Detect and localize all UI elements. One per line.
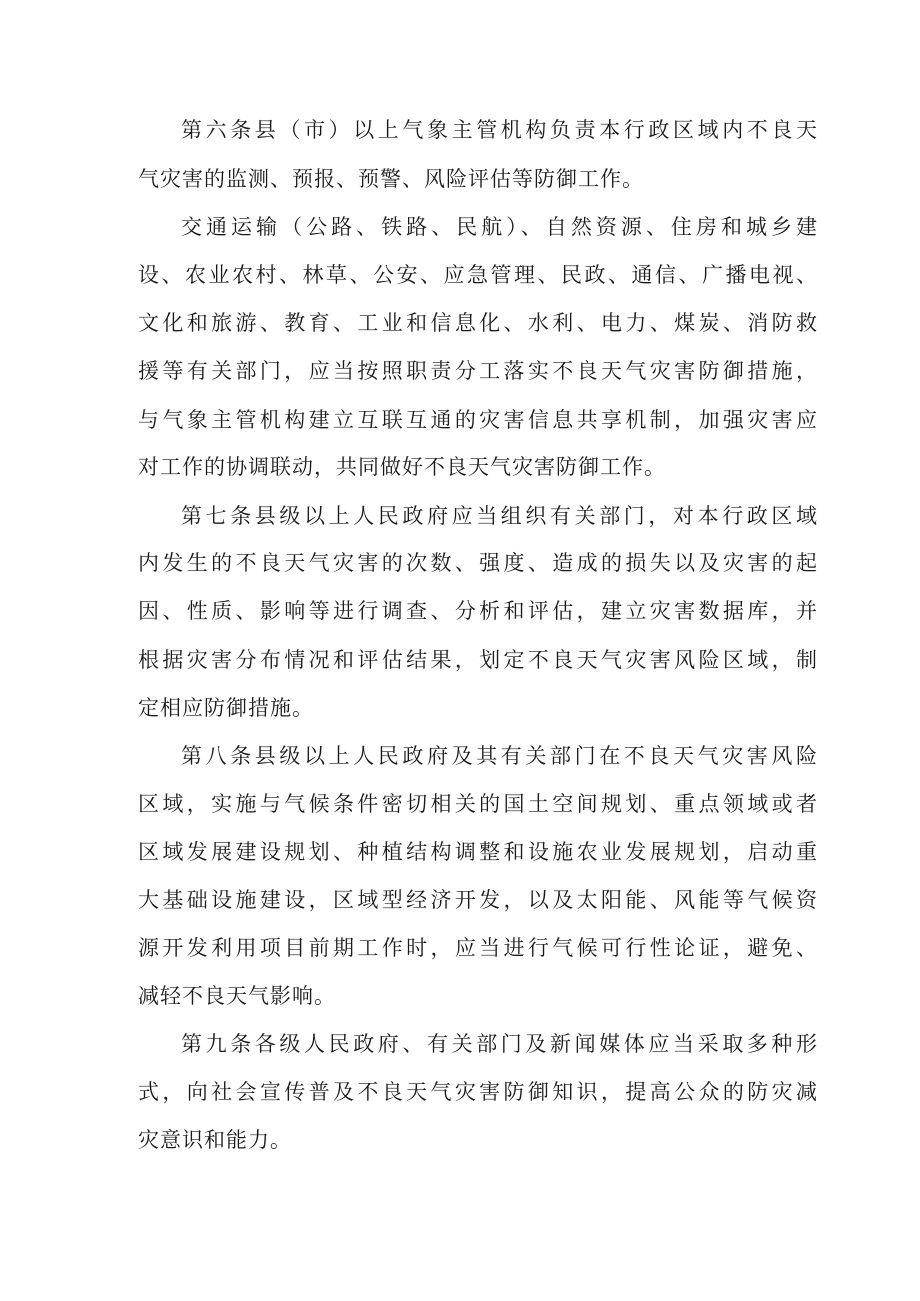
paragraph-4-line-3: 区域发展建设规划、种植结构调整和设施农业发展规划，启动重 [138,840,818,864]
paragraph-4-line-2: 区域，实施与气候条件密切相关的国土空间规划、重点领域或者 [138,792,818,816]
paragraph-4-line-6: 减轻不良天气影响。 [138,984,336,1008]
paragraph-2-line-1: 交通运输（公路、铁路、民航）、自然资源、住房和城乡建 [181,215,818,239]
paragraph-1-line-1: 第六条县（市）以上气象主管机构负责本行政区域内不良天 [181,118,818,142]
paragraph-5-line-2: 式，向社会宣传普及不良天气灾害防御知识，提高公众的防灾减 [138,1080,818,1104]
paragraph-5-line-3: 灾意识和能力。 [138,1128,292,1152]
paragraph-3-line-2: 内发生的不良天气灾害的次数、强度、造成的损失以及灾害的起 [138,551,818,575]
paragraph-3-line-3: 因、性质、影响等进行调查、分析和评估，建立灾害数据库，并 [138,599,818,623]
paragraph-2-line-6: 对工作的协调联动，共同做好不良天气灾害防御工作。 [138,455,666,479]
paragraph-3-line-1: 第七条县级以上人民政府应当组织有关部门，对本行政区域 [181,504,818,528]
paragraph-4-line-4: 大基础设施建设，区域型经济开发，以及太阳能、风能等气候资 [138,888,818,912]
paragraph-2-line-5: 与气象主管机构建立互联互通的灾害信息共享机制，加强灾害应 [138,408,818,432]
paragraph-2-line-4: 援等有关部门，应当按照职责分工落实不良天气灾害防御措施， [138,359,818,383]
paragraph-2-line-2: 设、农业农村、林草、公安、应急管理、民政、通信、广播电视、 [138,263,818,287]
paragraph-5-line-1: 第九条各级人民政府、有关部门及新闻媒体应当采取多种形 [181,1032,818,1056]
paragraph-4-line-5: 源开发利用项目前期工作时，应当进行气候可行性论证，避免、 [138,936,818,960]
paragraph-3-line-5: 定相应防御措施。 [138,696,314,720]
paragraph-3-line-4: 根据灾害分布情况和评估结果，划定不良天气灾害风险区域，制 [138,648,818,672]
paragraph-2-line-3: 文化和旅游、教育、工业和信息化、水利、电力、煤炭、消防救 [138,311,818,335]
paragraph-4-line-1: 第八条县级以上人民政府及其有关部门在不良天气灾害风险 [181,744,818,768]
paragraph-1-line-2: 气灾害的监测、预报、预警、风险评估等防御工作。 [138,167,644,191]
